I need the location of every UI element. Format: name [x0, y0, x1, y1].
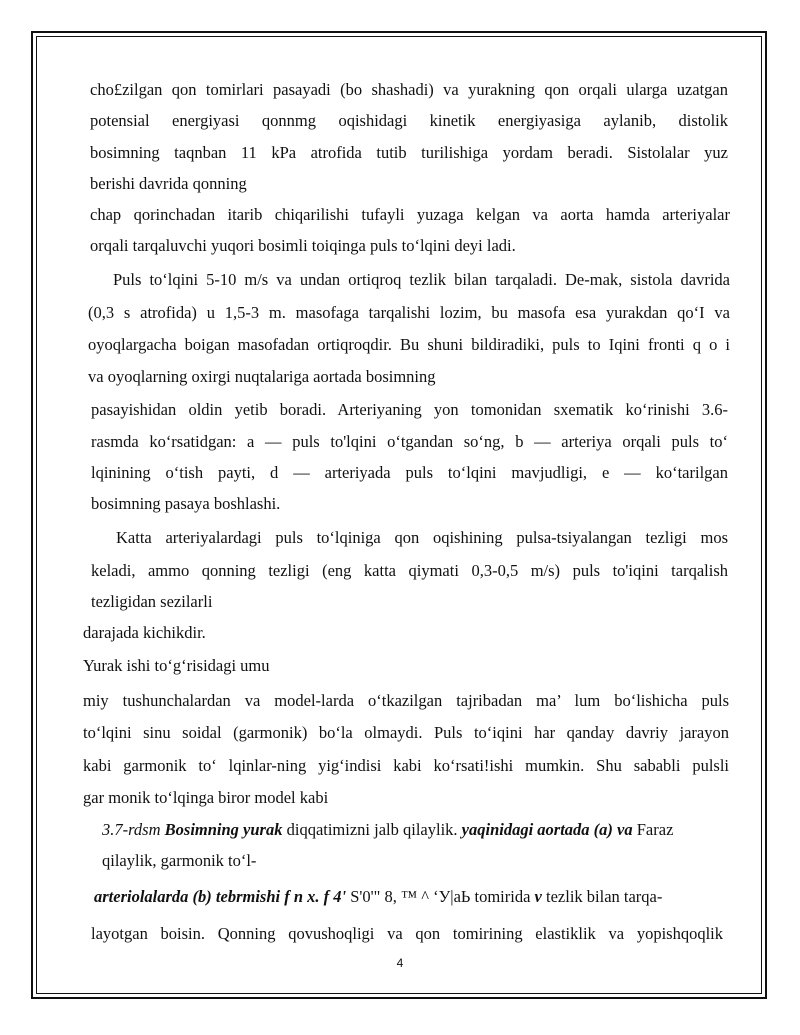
text-line: oyoqlargacha boigan masofadan ortiqroqdir. Bu shuni bildiradiki, puls to Iqini fronti q o i [88, 335, 730, 354]
text-line: (0,3 s atrofida) u 1,5-3 m. masofaga tarqalishi lozim, bu masofa esa yurakdan qo‘I va [88, 303, 730, 322]
text-line: Katta arteriyalardagi puls to‘lqiniga qon oqishining pulsa-tsiyalangan tezligi mos [116, 528, 728, 547]
text-line: qilaylik, garmonik to‘l- [102, 851, 257, 870]
text-line: keladi, ammo qonning tezligi (eng katta qiymati 0,3-0,5 m/s) puls to'iqini tarqalish [91, 561, 728, 580]
text-line: chap qorinchadan itarib chiqarilishi tufayli yuzaga kelgan va aorta hamda arteriyalar [90, 205, 730, 224]
page-number: 4 [396, 956, 404, 970]
bold-italic-text: v [534, 887, 542, 906]
text-line: to‘lqini sinu soidal (garmonik) bo‘la olmaydi. Puls to‘iqini har qanday davriy jarayon [83, 723, 729, 742]
text-segment: diqqatimizni jalb qilaylik. [282, 820, 462, 839]
text-line: pasayishidan oldin yetib boradi. Arteriyaning yon tomonidan sxematik ko‘rinishi 3.6- [91, 400, 728, 419]
bold-italic-text: yaqinidagi aortada (a) va [461, 820, 633, 839]
text-line: rasmda ko‘rsatidgan: a — puls to'lqini o‘tgandan so‘ng, b — arteriya orqali puls to‘ [91, 432, 728, 451]
text-line: gar monik to‘lqinga biror model kabi [83, 788, 329, 807]
text-line: berishi davrida qonning [90, 174, 247, 193]
text-segment: S'0'" 8, ™ ^ ‘У|аЬ tomirida [346, 887, 535, 906]
text-line: cho£zilgan qon tomirlari pasayadi (bo shashadi) va yurakning qon orqali ularga uzatgan [90, 80, 728, 99]
text-line: tezligidan sezilarli [91, 592, 213, 611]
mixed-text-line [94, 887, 662, 907]
figure-ref: 3.7-rdsm [102, 820, 165, 839]
text-line: va oyoqlarning oxirgi nuqtalariga aortada bosimning [88, 367, 436, 386]
text-line: Puls to‘lqini 5-10 m/s va undan ortiqroq tezlik bilan tarqaladi. De-mak, sistola davrida [113, 270, 730, 289]
bold-italic-text: arteriolalarda (b) tebrmishi f n x. f 4' [94, 887, 347, 906]
text-line: Yurak ishi to‘g‘risidagi umu [83, 656, 270, 675]
text-line: darajada kichikdir. [83, 623, 206, 642]
figure-caption-line [102, 820, 673, 840]
text-line: potensial energiyasi qonnmg oqishidagi kinetik energiyasiga aylanib, distolik [90, 111, 728, 130]
text-line: orqali tarqaluvchi yuqori bosimli toiqinga puls to‘lqini deyi ladi. [90, 236, 516, 255]
text-line: lqinining o‘tish payti, d — arteriyada puls to‘lqini mavjudligi, e — ko‘tarilgan [91, 463, 728, 482]
text-line: bosimning taqnban 11 kPa atrofida tutib turilishiga yordam beradi. Sistolalar yuz [90, 143, 728, 162]
text-line: bosimning pasaya boshlashi. [91, 494, 281, 513]
bold-italic-text: Bosimning yurak [164, 820, 283, 839]
text-segment: Faraz [632, 820, 674, 839]
text-line: miy tushunchalardan va model-larda o‘tkazilgan tajribadan ma’ lum bo‘lishicha puls [83, 691, 729, 710]
text-segment: tezlik bilan tarqa- [541, 887, 663, 906]
text-line: layotgan boisin. Qonning qovushoqligi va qon tomirining elastiklik va yopishqoqlik [91, 924, 723, 943]
text-line: kabi garmonik to‘ lqinlar-ning yig‘indisi kabi ko‘rsati!ishi mumkin. Shu sababli pulsli [83, 756, 729, 775]
